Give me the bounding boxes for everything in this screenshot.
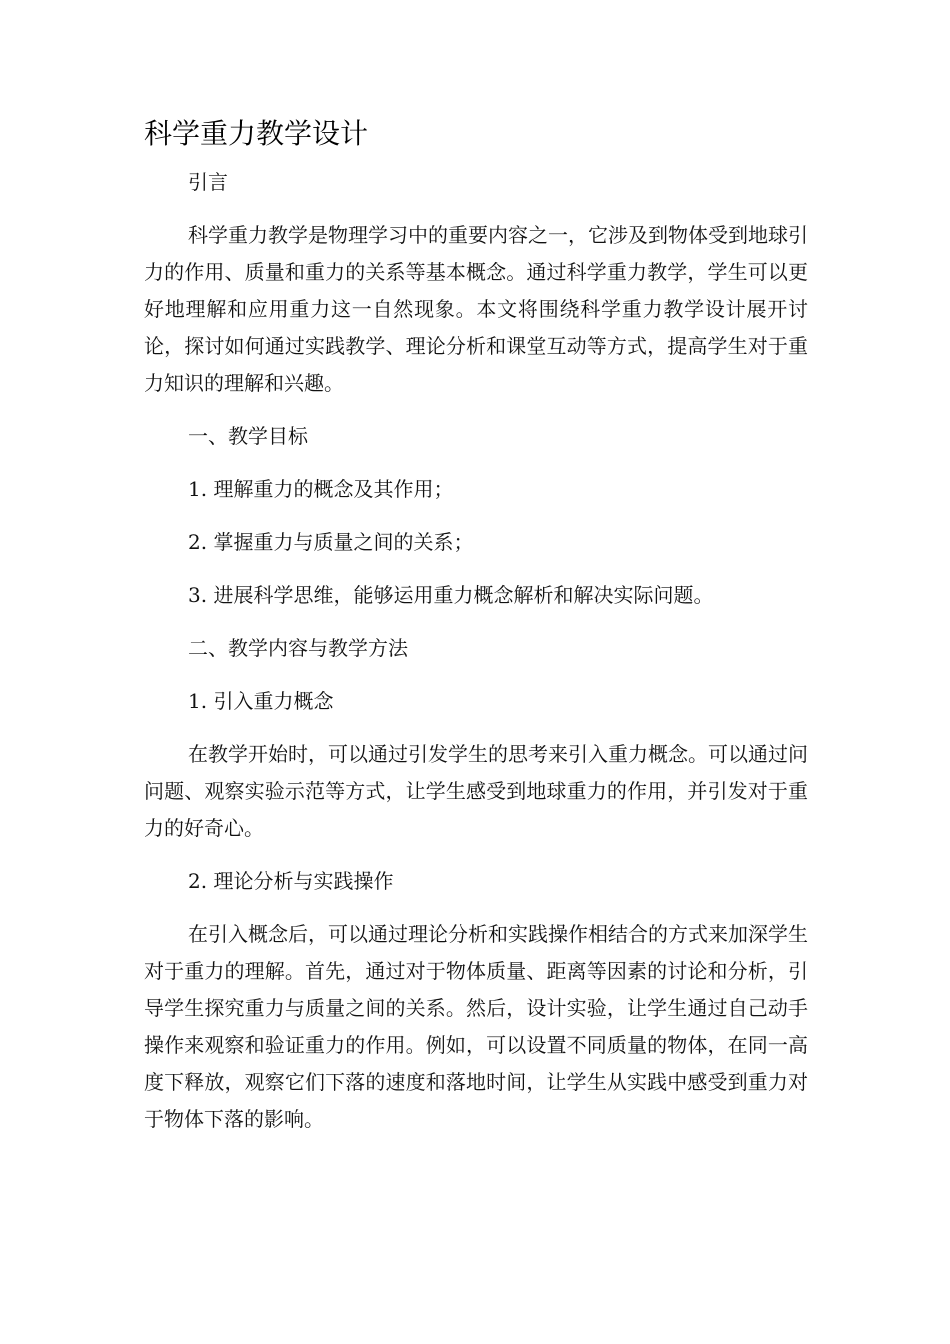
subsection-paragraph-concept: 在教学开始时，可以通过引发学生的思考来引入重力概念。可以通过问问题、观察实验示范等方式，让学生感受到地球重力的作用，并引发对于重力的好奇心。	[144, 742, 808, 840]
intro-paragraph: 科学重力教学是物理学习中的重要内容之一，它涉及到物体受到地球引力的作用、质量和重力的关系等基本概念。通过科学重力教学，学生可以更好地理解和应用重力这一自然现象。本文将围绕科学重力教学设计展开讨论，探讨如何通过实践教学、理论分析和课堂互动等方式，提高学生对于重力知识的理解和兴趣。	[144, 223, 808, 395]
section-heading-methods: 二、教学内容与教学方法	[188, 636, 408, 660]
goal-item: 1. 理解重力的概念及其作用；	[188, 477, 454, 501]
goal-item: 2. 掌握重力与质量之间的关系；	[188, 530, 474, 554]
document-title: 科学重力教学设计	[144, 117, 369, 150]
document-body	[144, 112, 808, 1138]
subsection-heading-practice: 2. 理论分析与实践操作	[188, 869, 394, 893]
section-heading-goals: 一、教学目标	[188, 424, 308, 448]
intro-heading: 引言	[188, 170, 228, 194]
subsection-paragraph-practice: 在引入概念后，可以通过理论分析和实践操作相结合的方式来加深学生对于重力的理解。首先，通过对于物体质量、距离等因素的讨论和分析，引导学生探究重力与质量之间的关系。然后，设计实验，让学生通过自己动手操作来观察和验证重力的作用。例如，可以设置不同质量的物体，在同一高度下释放，观察它们下落的速度和落地时间，让学生从实践中感受到重力对于物体下落的影响。	[144, 922, 808, 1131]
subsection-heading-concept: 1. 引入重力概念	[188, 689, 334, 713]
goal-item: 3. 进展科学思维，能够运用重力概念解析和解决实际问题。	[188, 583, 714, 607]
